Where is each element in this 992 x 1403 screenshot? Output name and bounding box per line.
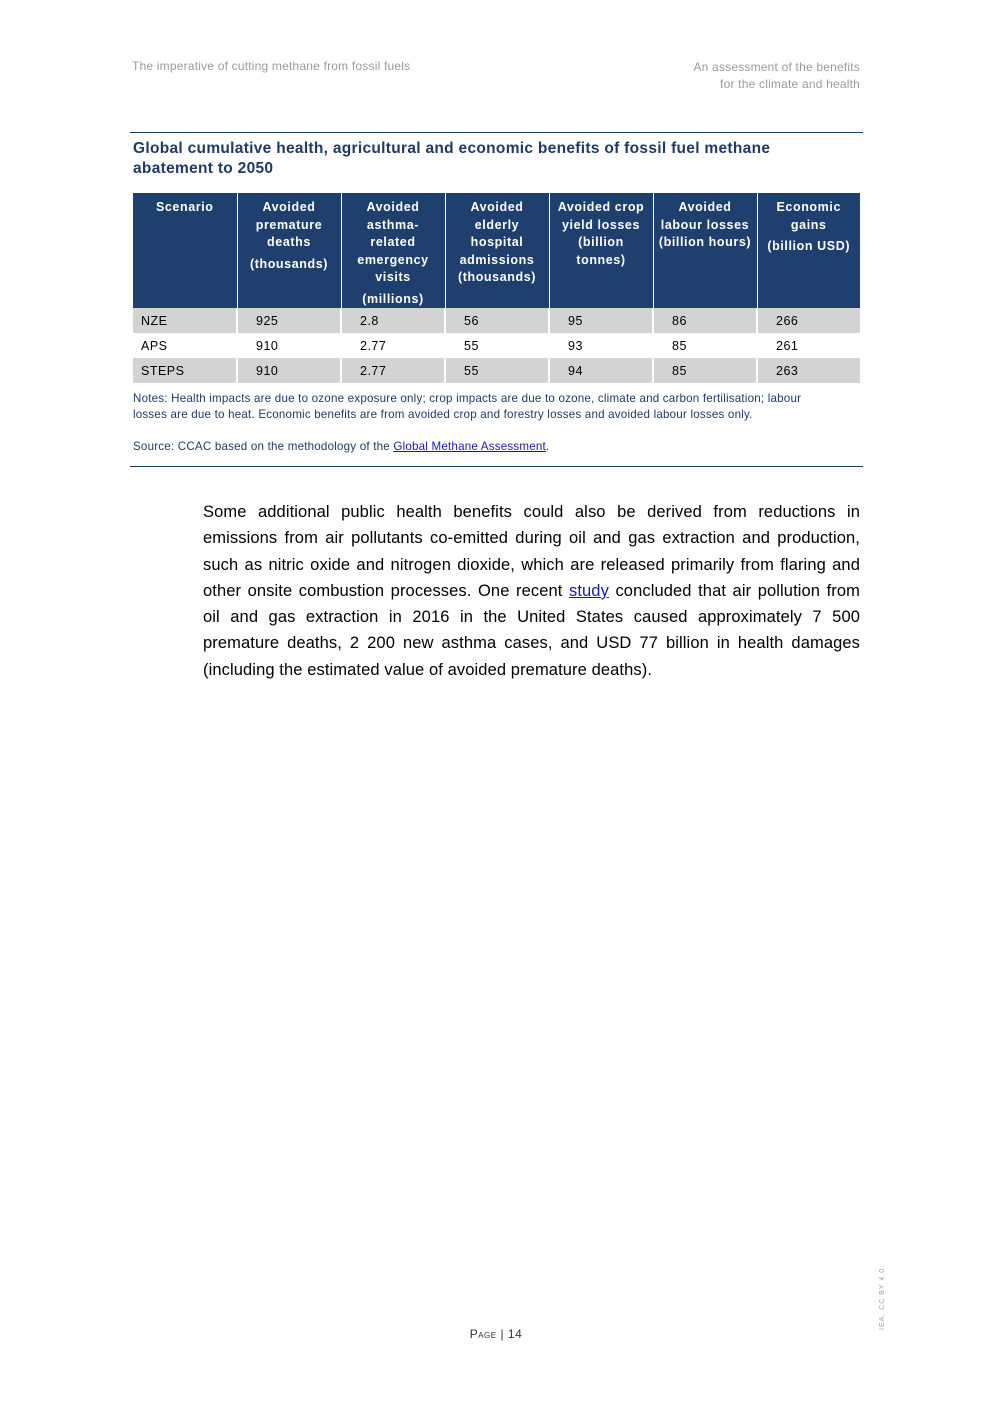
source-suffix: . bbox=[545, 440, 550, 453]
col-header-labour-losses bbox=[653, 193, 757, 308]
col-header-label: Avoided crop yield losses (billion tonnes) bbox=[557, 200, 645, 267]
source-prefix: Source: CCAC based on the methodology of the bbox=[133, 440, 394, 453]
table-cell: 910 bbox=[237, 358, 341, 383]
page-number-value: 14 bbox=[507, 1327, 523, 1341]
table-cell: 263 bbox=[757, 358, 860, 383]
table-cell: 2.8 bbox=[341, 308, 445, 333]
col-header-label: Avoided premature deaths bbox=[255, 200, 323, 249]
body-text-part-2: concluded that air pollution from oil and gas extraction in 2016 in the United States caused approximately 7 500 premature deaths, 2 200 new asthma cases, and USD 77 billion in health damages (including the estimated value of avoided premature deaths). bbox=[203, 581, 861, 679]
table-cell: 2.77 bbox=[341, 333, 445, 358]
col-header-label: Economic gains bbox=[776, 200, 842, 232]
table-cell: 85 bbox=[653, 333, 757, 358]
col-header-premature-deaths bbox=[237, 193, 341, 308]
table-cell: 261 bbox=[757, 333, 860, 358]
col-header-crop-yield bbox=[549, 193, 653, 308]
table-cell: APS bbox=[133, 333, 237, 358]
table-cell: 55 bbox=[445, 333, 549, 358]
page-label: Page bbox=[469, 1327, 497, 1341]
table-row-steps bbox=[133, 358, 860, 383]
table-title: Global cumulative health, agricultural and economic benefits of fossil fuel methane abatement to 2050 bbox=[133, 140, 771, 177]
col-header-label: Avoided labour losses (billion hours) bbox=[658, 200, 752, 249]
table-cell: 55 bbox=[445, 358, 549, 383]
table-cell: STEPS bbox=[133, 358, 237, 383]
benefits-table bbox=[133, 193, 860, 383]
page-number bbox=[0, 1327, 992, 1341]
table-cell: 910 bbox=[237, 333, 341, 358]
table-row-aps bbox=[133, 333, 860, 358]
running-header-subtitle bbox=[693, 59, 860, 93]
table-cell: 266 bbox=[757, 308, 860, 333]
table-notes: Notes: Health impacts are due to ozone exposure only; crop impacts are due to ozone, climate and carbon fertilisation; labour losses are due to heat. Economic benefits are from avoided crop and forestry losses and avoided labour losses only. bbox=[133, 392, 802, 421]
col-header-unit: (billion USD) bbox=[767, 239, 851, 253]
header-right-line-2: for the climate and health bbox=[720, 77, 860, 91]
table-source bbox=[133, 440, 549, 453]
table-cell: 2.77 bbox=[341, 358, 445, 383]
table-cell: 56 bbox=[445, 308, 549, 333]
table-cell: 925 bbox=[237, 308, 341, 333]
col-header-scenario bbox=[133, 193, 237, 308]
col-header-unit: (thousands) bbox=[249, 256, 329, 271]
page-separator: | bbox=[500, 1327, 505, 1341]
col-header-label: Avoided asthma-related emergency visits bbox=[357, 200, 429, 284]
study-link[interactable]: study bbox=[569, 581, 609, 600]
table-cell: 95 bbox=[549, 308, 653, 333]
col-header-asthma-visits bbox=[341, 193, 445, 308]
table-cell: 85 bbox=[653, 358, 757, 383]
table-header-row bbox=[133, 193, 860, 308]
table-top-rule bbox=[130, 132, 863, 133]
col-header-label: Avoided elderly hospital admissions (thousands) bbox=[457, 200, 537, 284]
table-cell: 86 bbox=[653, 308, 757, 333]
running-header-title: The imperative of cutting methane from fossil fuels bbox=[132, 59, 411, 73]
col-header-label: Scenario bbox=[155, 200, 214, 214]
col-header-unit: (millions) bbox=[362, 291, 424, 306]
body-text-part-1: Some additional public health benefits could also be derived from reductions in emissions from air pollutants co-emitted during oil and gas extraction and production, such as nitric oxide and nitrogen dioxide, which are released primarily from flaring and other onsite combustion processes. One recent bbox=[203, 503, 860, 600]
license-side-text: IEA. CC BY 4.0. bbox=[879, 1264, 886, 1330]
table-cell: 94 bbox=[549, 358, 653, 383]
col-header-economic-gains bbox=[757, 193, 860, 308]
table-row-nze bbox=[133, 308, 860, 333]
header-right-line-1: An assessment of the benefits bbox=[693, 60, 860, 74]
global-methane-assessment-link[interactable]: Global Methane Assessment bbox=[393, 440, 546, 453]
col-header-hospital-admissions bbox=[445, 193, 549, 308]
table-cell: 93 bbox=[549, 333, 653, 358]
table-cell: NZE bbox=[133, 308, 237, 333]
body-paragraph bbox=[203, 499, 860, 683]
table-bottom-rule bbox=[130, 466, 863, 467]
